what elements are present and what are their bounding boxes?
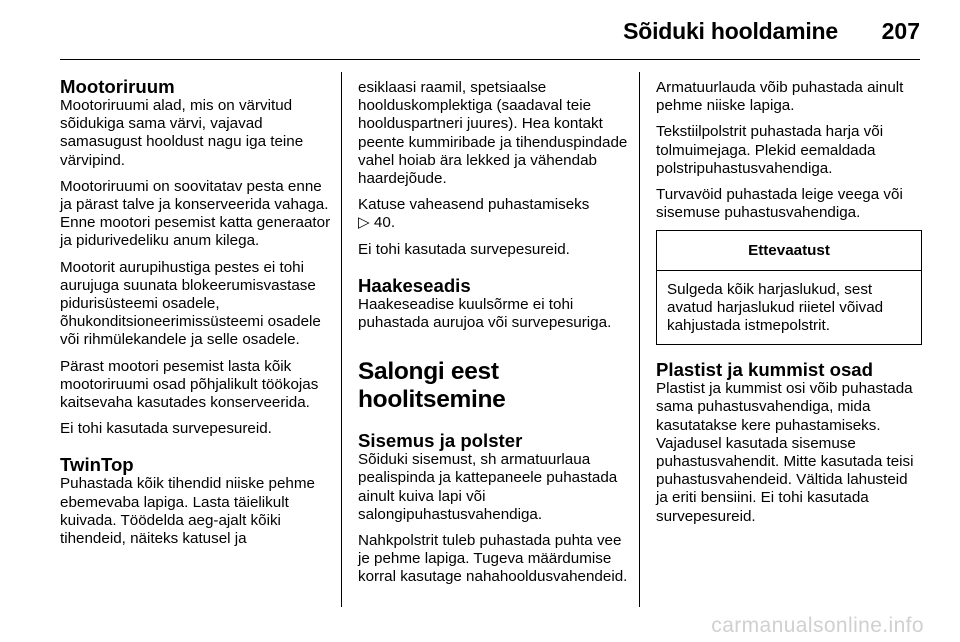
- page-number: 207: [881, 18, 920, 44]
- paragraph-text: Katuse vaheasend puhastamiseks: [358, 196, 590, 214]
- paragraph: Plastist ja kummist osi võib puhastada sama puhastusvahendiga, mida kasutatakse kere puhastamiseks. Vajadusel kasutada sisemuse puhastusvahendit. Mitte kasutada teisi puhastusvahendeid. Vältida lahusteid ja eriti bensiini. Ei tohi kasutada survepesureid.: [656, 380, 914, 525]
- column-3: [656, 79, 922, 534]
- paragraph: Puhastada kõik tihendid niiske pehme ebemevaba lapiga. Lasta täielikult kuivada. Töödelda aeg-ajalt kõiki tihendeid, näiteks katusel ja: [60, 475, 315, 548]
- page-ref-link[interactable]: 40.: [373, 214, 396, 232]
- watermark: carmanualsonline.info: [711, 614, 924, 637]
- caution-text: Sulgeda kõik harjaslukud, sest avatud harjaslukud riietel võivad kahjustada istmepolstrit.: [667, 280, 884, 335]
- caution-box: [656, 230, 922, 345]
- paragraph: Pärast mootori pesemist lasta kõik mootoriruumi osad põhjalikult töökojas kaitsevaha kasutades konserveerida.: [60, 357, 319, 412]
- column-1: [60, 76, 332, 556]
- paragraph: Armatuurlauda võib puhastada ainult pehme niiske lapiga.: [656, 79, 904, 115]
- column-2: [358, 79, 630, 595]
- paragraph-with-ref: [358, 196, 630, 232]
- heading-engine-compartment: Mootoriruum: [60, 76, 175, 97]
- paragraph: Sõiduki sisemust, sh armatuurlaua pealispinda ja kattepaneele puhastada ainult kuiva lapi või salongipuhastusvahendiga.: [358, 451, 618, 523]
- column-divider-2: [639, 72, 640, 607]
- header-rule: [60, 59, 920, 60]
- paragraph: Turvavöid puhastada leige veega või sisemuse puhastusvahendiga.: [656, 186, 903, 222]
- paragraph: Haakeseadise kuulsõrme ei tohi puhastada aurujoa või survepesuriga.: [358, 295, 612, 332]
- paragraph: Ei tohi kasutada survepesureid.: [60, 420, 272, 438]
- paragraph: Nahkpolstrit tuleb puhastada puhta vee je pehme lapiga. Tugeva määrdumise korral kasutage nahahooldusvahendeid.: [358, 532, 628, 586]
- page-ref-arrow-icon: ▷: [358, 214, 370, 232]
- heading-towing-device: Haakeseadis: [358, 274, 471, 296]
- column-divider-1: [341, 72, 342, 607]
- paragraph: Tekstiilpolstrit puhastada harja või tolmuimejaga. Plekid eemaldada polstripuhastusvahendiga.: [656, 123, 884, 177]
- page-header-title: Sõiduki hooldamine: [623, 18, 838, 44]
- caution-title: Ettevaatust: [657, 231, 921, 270]
- paragraph: Mootorit aurupihustiga pestes ei tohi aurujuga suunata blokeerumisvastase pidurisüsteemi osadele, õhukonditsioneerimissüsteemi osadele või rihmülekandele ja selle osadele.: [60, 258, 321, 349]
- heading-plastic-rubber-parts: Plastist ja kummist osad: [656, 359, 874, 381]
- heading-twintop: TwinTop: [60, 454, 134, 476]
- paragraph: Ei tohi kasutada survepesureid.: [358, 240, 570, 258]
- heading-interior-care: Salongi eest hoolitsemine: [358, 358, 506, 414]
- paragraph: esiklaasi raamil, spetsiaalse hoolduskomplektiga (saadaval teie hoolduspartneri juures). Hea kontakt peente kummiribade ja tihenduspindade vahel hoiab ära lekked ja vähendab haardejõude.: [358, 79, 628, 188]
- paragraph: Mootoriruumi alad, mis on värvitud sõidukiga sama värvi, vajavad samasugust hooldust nagu iga teine värvipind.: [60, 97, 304, 169]
- heading-interior-upholstery: Sisemus ja polster: [358, 430, 523, 452]
- paragraph: Mootoriruumi on soovitatav pesta enne ja pärast talve ja konserveerida vahaga. Enne mootori pesemist katta generaator ja pidurivedeliku anum kilega.: [60, 177, 331, 250]
